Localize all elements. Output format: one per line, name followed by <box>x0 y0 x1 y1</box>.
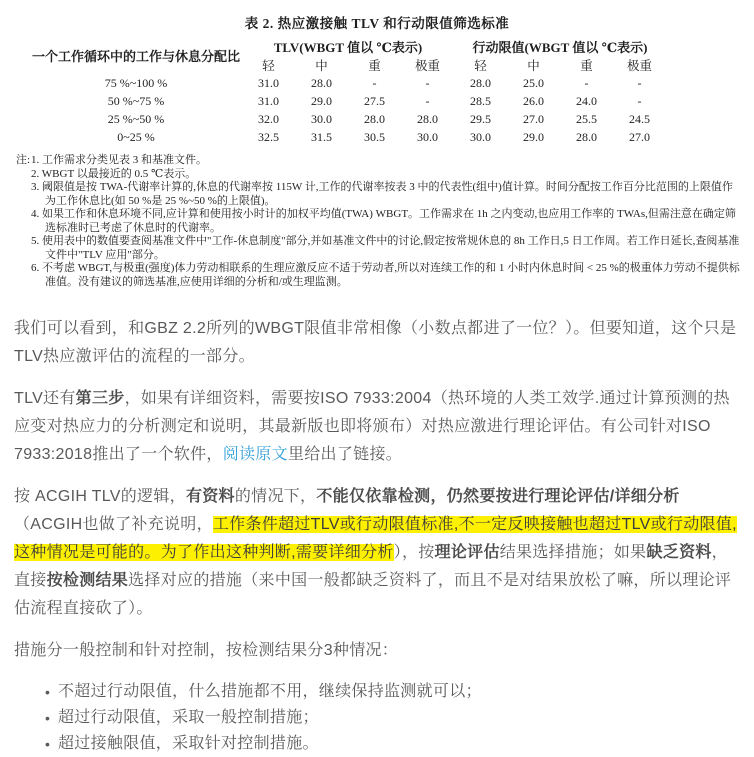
paragraph-acgih-logic <box>14 483 740 623</box>
cell: 30.5 <box>364 129 385 144</box>
cell: 32.0 <box>258 111 279 126</box>
subheader-al-light: 轻 <box>474 59 487 73</box>
cell: 27.0 <box>629 129 650 144</box>
cell: 26.0 <box>523 93 544 108</box>
subheader-tlv-moderate: 中 <box>315 59 328 73</box>
cell: 29.0 <box>311 93 332 108</box>
text-segment: ，直接 <box>14 544 728 589</box>
cell: 28.0 <box>311 75 332 90</box>
text-segment: 的情况下， <box>234 488 317 505</box>
row-label: 0~25 % <box>117 129 155 144</box>
article-body <box>0 315 754 757</box>
text-segment: 里给出了链接。 <box>287 446 403 463</box>
cell: - <box>637 93 642 108</box>
text-segment: 缺乏资料 <box>646 544 712 561</box>
paragraph-comparison-gbz <box>14 315 740 371</box>
table-note-5: 5. 使用表中的数值要查阅基准文件中"工作-休息制度"部分,并如基准文件中的讨论,假定按常规休息的 8h 工作日,5 日工作周。若工作日延长,查阅基准文件中"TLV 应用"部分。 <box>31 235 740 261</box>
row-label: 25 %~50 % <box>107 111 165 126</box>
subheader-tlv-heavy: 重 <box>368 59 381 73</box>
cell: - <box>637 75 642 90</box>
text-segment: 我们可以看到，和GBZ 2.2所列的WBGT限值非常相像（小数点都进了一位？）。但要知道，这个只是TLV热应激评估的流程的一部分。 <box>14 320 737 365</box>
table-row <box>30 74 666 92</box>
cell: 27.0 <box>523 111 544 126</box>
cell: - <box>425 93 430 108</box>
cell: 31.5 <box>311 129 332 144</box>
text-segment: 措施分一般控制和针对控制，按检测结果分3种情况： <box>14 642 399 659</box>
list-item-below-action-limit: • 不超过行动限值，什么措施都不用，继续保持监测就可以； <box>58 679 740 705</box>
cell: 31.0 <box>258 93 279 108</box>
cell: 28.0 <box>576 129 597 144</box>
cell: 30.0 <box>417 129 438 144</box>
cell: 32.5 <box>258 129 279 144</box>
text-segment: 理论评估 <box>434 544 500 561</box>
cell: 28.5 <box>470 93 491 108</box>
text-segment: 工作条件超过TLV或行动限值标准,不一定反映接触也超过TLV或行动限值,这种情况是可能的。为了作出这种判断,需要详细分析 <box>14 516 737 561</box>
notes-label: 注: <box>16 154 31 166</box>
text-segment: 选择对应的措施（来中国一般都缺乏资料了，而且不是对结果放松了嘛，所以理论评估流程直接砍了）。 <box>14 572 732 617</box>
table-note-1: 1. 工作需求分类见表 3 和基准文件。 <box>31 154 207 166</box>
text-segment: ，如果有详细资料，需要按ISO 7933:2004（热环境的人类工效学.通过计算预测的热应变对热应力的分析测定和说明，其最新版也即将颁布）对热应激进行理论评估。有公司针对ISO 7933:2018推出了一个软件， <box>14 390 730 463</box>
list-item-above-action-limit: • 超过行动限值，采取一般控制措施； <box>58 705 740 731</box>
cell: 24.5 <box>629 111 650 126</box>
cell: 29.5 <box>470 111 491 126</box>
column-group-tlv: TLV(WBGT 值以 ℃表示) <box>273 39 423 55</box>
table-note-2: 2. WBGT 以最接近的 0.5 ℃表示。 <box>31 167 197 180</box>
table-note-6: 6. 不考虑 WBGT,与极重(强度)体力劳动相联系的生理应激反应不适于劳动者,所以对连续工作的和 1 小时内休息时间 < 25 %的极重体力劳动不提供标准值。没有建议的筛选基准,应使用详细的分析和/或生理监测。 <box>31 262 740 288</box>
text-segment: ），按 <box>393 544 435 561</box>
measures-list <box>14 679 740 757</box>
paragraph-measures-intro <box>14 637 740 665</box>
subheader-al-moderate: 中 <box>527 59 540 73</box>
subheader-tlv-very-heavy: 极重 <box>414 59 440 73</box>
text-segment: （ACGIH也做了补充说明， <box>14 516 213 533</box>
cell: 30.0 <box>311 111 332 126</box>
table-group-header-row <box>30 36 666 56</box>
text-segment: TLV还有 <box>14 390 76 407</box>
table-notes <box>16 154 740 289</box>
text-segment: 不能仅依靠检测，仍然要按进行理论评估/详细分析 <box>316 488 680 505</box>
column-group-action-limit: 行动限值(WBGT 值以 ℃表示) <box>472 39 648 55</box>
cell: 28.0 <box>364 111 385 126</box>
tlv-limits-table <box>30 36 666 146</box>
cell: - <box>584 75 589 90</box>
table-note-3: 3. 阈限值是按 TWA-代谢率计算的,休息的代谢率按 115W 计,工作的代谢率按表 3 中的代表性(组中)值计算。时间分配按工作百分比范围的上限值作为工作休息比(如 50 %是 25 %~50 %的上限值)。 <box>31 181 733 207</box>
read-original-link[interactable]: 阅读原文 <box>222 446 288 463</box>
cell: 25.5 <box>576 111 597 126</box>
text-segment: 按 ACGIH TLV的逻辑， <box>14 488 186 505</box>
table-row <box>30 110 666 128</box>
cell: - <box>372 75 377 90</box>
cell: 24.0 <box>576 93 597 108</box>
subheader-tlv-light: 轻 <box>262 59 275 73</box>
cell: 28.0 <box>417 111 438 126</box>
scanned-table-figure <box>0 0 754 289</box>
text-segment: 结果选择措施；如果 <box>499 544 647 561</box>
cell: - <box>425 75 430 90</box>
cell: 25.0 <box>523 75 544 90</box>
cell: 30.0 <box>470 129 491 144</box>
subheader-al-very-heavy: 极重 <box>626 59 652 73</box>
row-label: 50 %~75 % <box>107 93 165 108</box>
subheader-al-heavy: 重 <box>580 59 593 73</box>
table-title: 表 2. 热应激接触 TLV 和行动限值筛选标准 <box>244 16 510 31</box>
row-label: 75 %~100 % <box>104 75 168 90</box>
table-note-4: 4. 如果工作和休息环境不同,应计算和使用按小时计的加权平均值(TWA) WBGT。工作需求在 1h 之内变动,也应用工作率的 TWAs,但需注意在确定筛选标准时已考虑了休息时的代谢率。 <box>31 208 736 234</box>
column-header-work-rest-ratio: 一个工作循环中的工作与休息分配比 <box>31 48 240 64</box>
text-segment: 按检测结果 <box>46 572 129 589</box>
text-segment: 第三步 <box>75 390 125 407</box>
cell: 31.0 <box>258 75 279 90</box>
text-segment: 有资料 <box>185 488 235 505</box>
cell: 28.0 <box>470 75 491 90</box>
paragraph-third-step-iso7933 <box>14 385 740 469</box>
cell: 27.5 <box>364 93 385 108</box>
cell: 29.0 <box>523 129 544 144</box>
table-row <box>30 92 666 110</box>
list-item-above-exposure-limit: • 超过接触限值，采取针对控制措施。 <box>58 731 740 757</box>
table-row <box>30 128 666 146</box>
